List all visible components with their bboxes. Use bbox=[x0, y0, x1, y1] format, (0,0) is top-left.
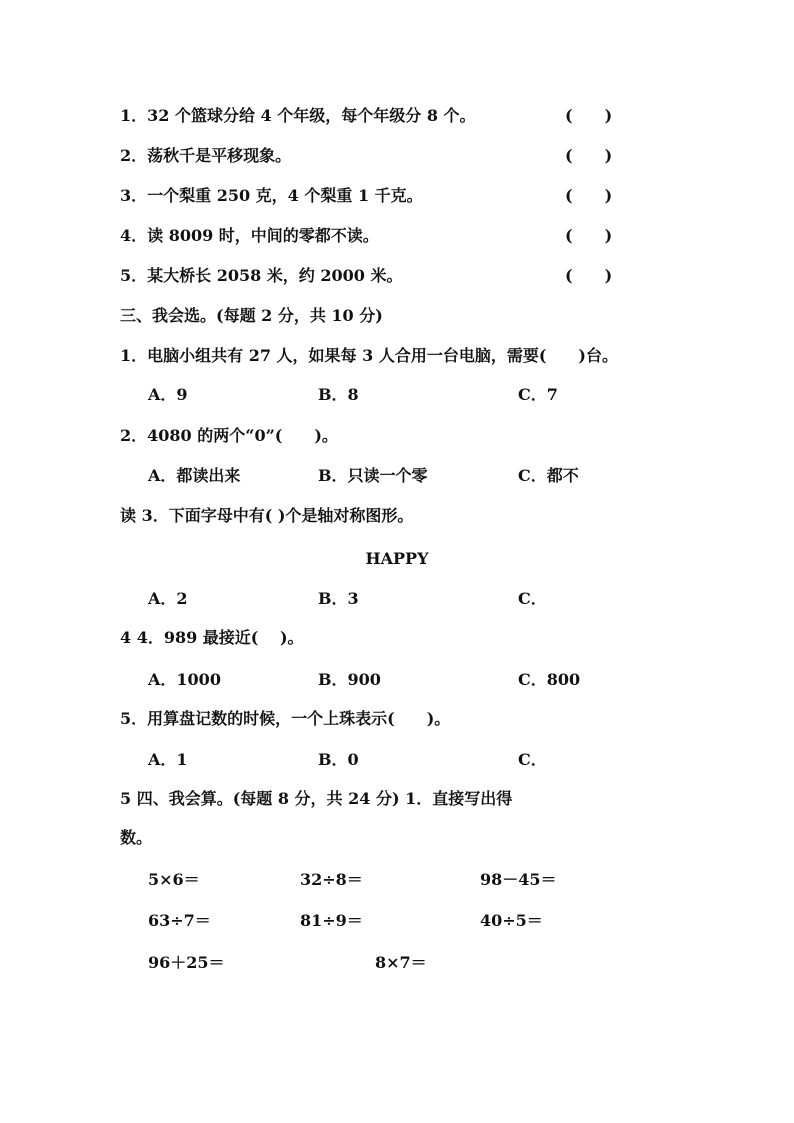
judge-answer-3: ( ) bbox=[565, 186, 613, 205]
choose-q1-option-b: B．8 bbox=[318, 385, 359, 404]
calc-item: 32÷8＝ bbox=[300, 870, 363, 889]
judge-answer-1: ( ) bbox=[565, 106, 613, 125]
judge-answer-2: ( ) bbox=[565, 146, 613, 165]
judge-item-1: 1．32 个篮球分给 4 个年级，每个年级分 8 个。 bbox=[120, 106, 476, 125]
calc-item: 5×6＝ bbox=[148, 870, 200, 889]
choose-q3-option-a: A．2 bbox=[148, 589, 188, 608]
judge-answer-5: ( ) bbox=[565, 266, 613, 285]
choose-q1: 1．电脑小组共有 27 人，如果每 3 人合用一台电脑，需要( )台。 bbox=[120, 346, 618, 365]
judge-item-2: 2．荡秋千是平移现象。 bbox=[120, 146, 292, 165]
judge-item-5: 5．某大桥长 2058 米，约 2000 米。 bbox=[120, 266, 403, 285]
choose-q1-option-c: C．7 bbox=[518, 385, 558, 404]
choose-section-header: 三、我会选。(每题 2 分，共 10 分) bbox=[120, 306, 383, 325]
calc-section-header-cont: 数。 bbox=[120, 828, 153, 847]
choose-q4-option-a: A．1000 bbox=[148, 670, 221, 689]
choose-q1-option-a: A．9 bbox=[148, 385, 188, 404]
judge-item-3: 3．一个梨重 250 克，4 个梨重 1 千克。 bbox=[120, 186, 423, 205]
calc-item: 63÷7＝ bbox=[148, 911, 211, 930]
choose-q3: 读 3．下面字母中有( )个是轴对称图形。 bbox=[120, 506, 414, 525]
choose-q2-option-a: A．都读出来 bbox=[148, 466, 241, 485]
calc-item: 96＋25＝ bbox=[148, 953, 225, 972]
choose-q3-option-c: C． bbox=[518, 589, 547, 608]
judge-item-4: 4．读 8009 时，中间的零都不读。 bbox=[120, 226, 379, 245]
calc-item: 8×7＝ bbox=[375, 953, 427, 972]
choose-q5-option-a: A．1 bbox=[148, 750, 188, 769]
calc-section-header: 5 四、我会算。(每题 8 分，共 24 分) 1．直接写出得 bbox=[120, 789, 513, 808]
choose-q3-word: HAPPY bbox=[365, 549, 429, 568]
choose-q2-option-b: B．只读一个零 bbox=[318, 466, 428, 485]
choose-q4-option-c: C．800 bbox=[518, 670, 581, 689]
choose-q3-option-b: B．3 bbox=[318, 589, 359, 608]
calc-item: 40÷5＝ bbox=[480, 911, 543, 930]
choose-q5-option-b: B．0 bbox=[318, 750, 359, 769]
calc-item: 98－45＝ bbox=[480, 870, 557, 889]
calc-item: 81÷9＝ bbox=[300, 911, 363, 930]
choose-q2: 2．4080 的两个“0”( )。 bbox=[120, 426, 338, 445]
choose-q5: 5．用算盘记数的时候，一个上珠表示( )。 bbox=[120, 709, 451, 728]
choose-q2-option-c: C．都不 bbox=[518, 466, 579, 485]
choose-q4-option-b: B．900 bbox=[318, 670, 381, 689]
choose-q5-option-c: C． bbox=[518, 750, 547, 769]
judge-answer-4: ( ) bbox=[565, 226, 613, 245]
choose-q4: 4 4．989 最接近( )。 bbox=[120, 628, 304, 647]
